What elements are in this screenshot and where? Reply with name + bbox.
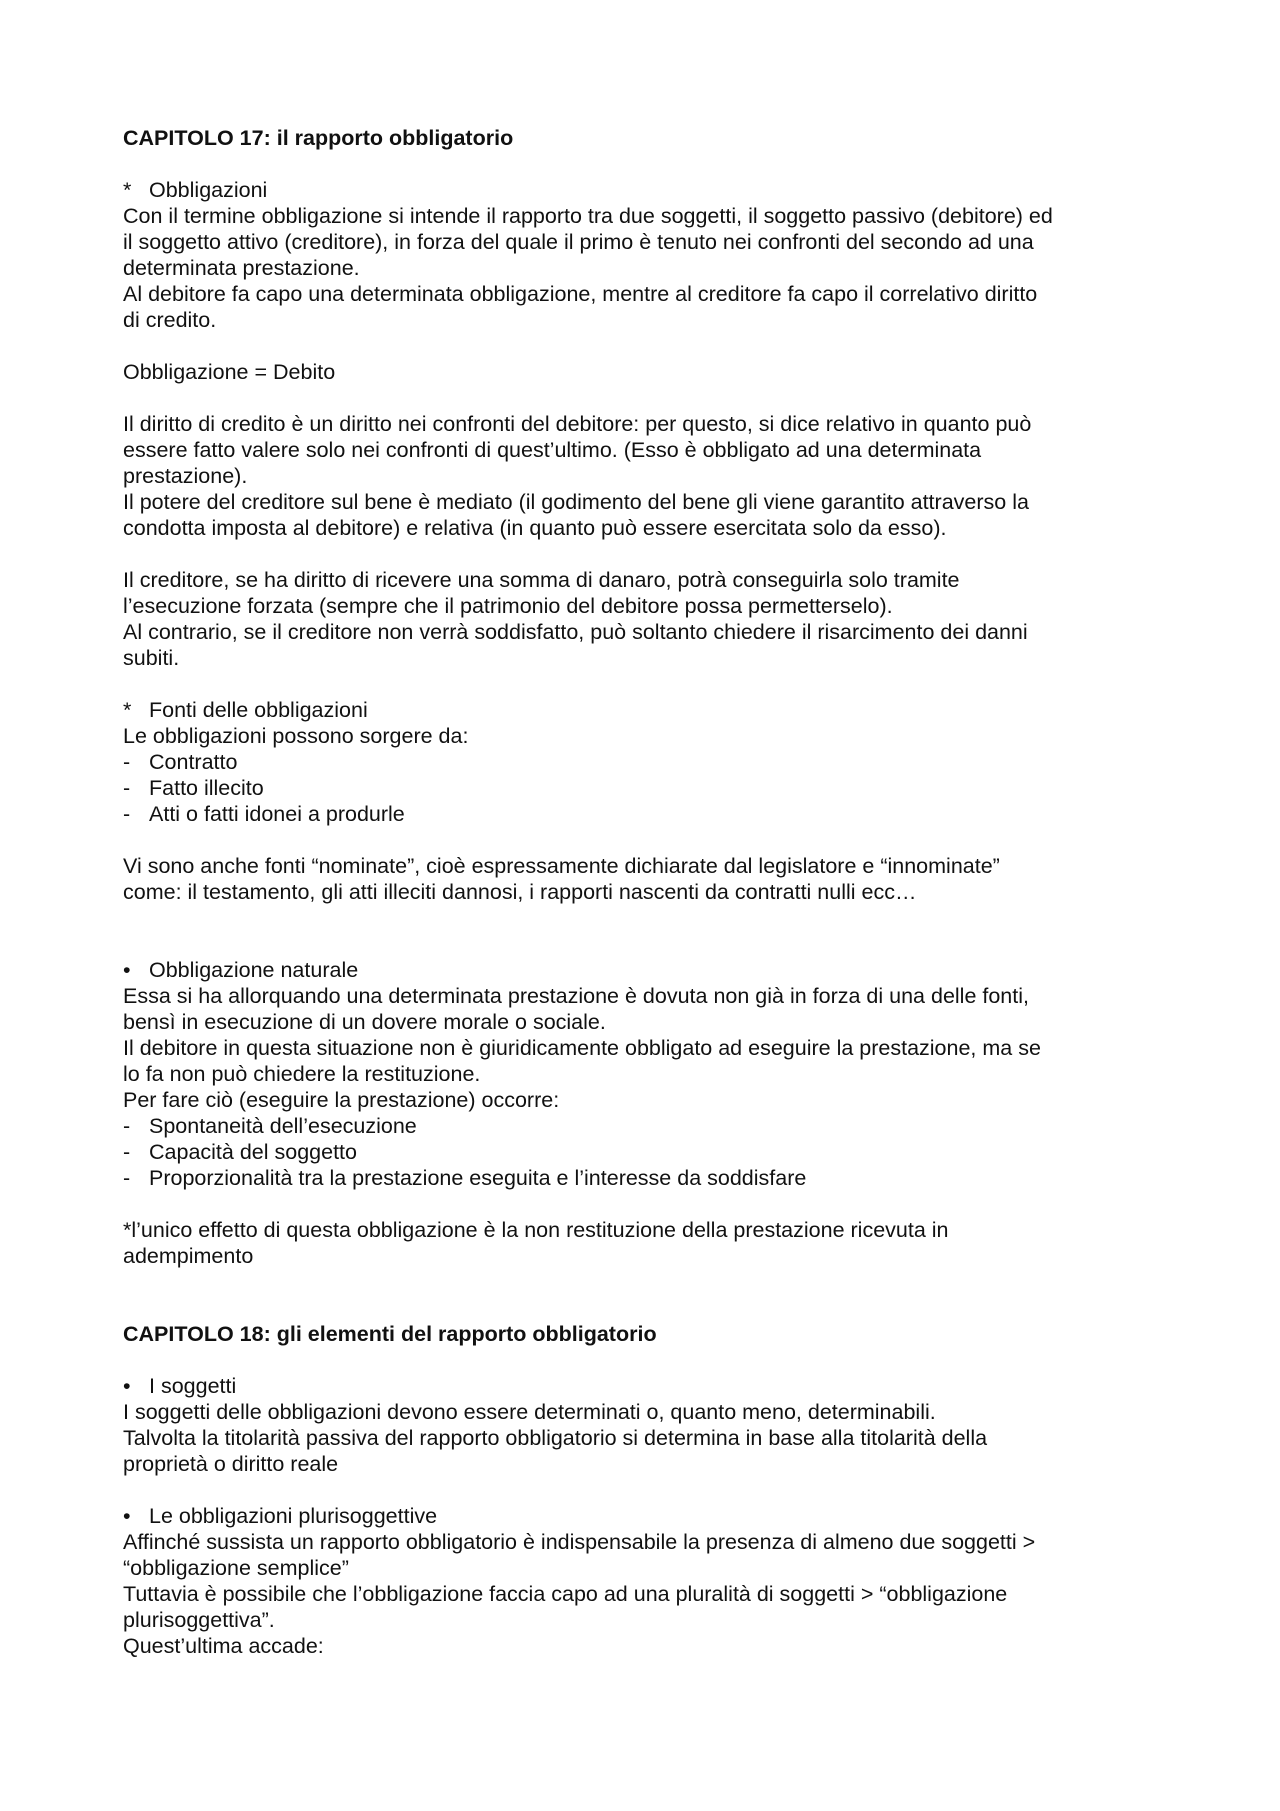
paragraph-line: l’esecuzione forzata (sempre che il patrimonio del debitore possa permetterselo). [123, 594, 893, 618]
paragraph-line: essere fatto valere solo nei confronti di quest’ultimo. (Esso è obbligato ad una determinata [123, 438, 982, 462]
list-item: - Spontaneità dell’esecuzione [123, 1114, 417, 1138]
document-page [123, 125, 1183, 1659]
paragraph-line: Per fare ciò (eseguire la prestazione) occorre: [123, 1088, 560, 1112]
paragraph-line: come: il testamento, gli atti illeciti dannosi, i rapporti nascenti da contratti nulli ecc… [123, 880, 917, 904]
paragraph-line: plurisoggettiva”. [123, 1608, 275, 1632]
chapter-17-heading: CAPITOLO 17: il rapporto obbligatorio [123, 126, 514, 150]
paragraph-line: “obbligazione semplice” [123, 1556, 349, 1580]
footnote-line: adempimento [123, 1244, 254, 1268]
paragraph-line: Talvolta la titolarità passiva del rapporto obbligatorio si determina in base alla titolarità della [123, 1426, 988, 1450]
list-item: - Contratto [123, 750, 238, 774]
paragraph-line: proprietà o diritto reale [123, 1452, 339, 1476]
paragraph-line: Il creditore, se ha diritto di ricevere una somma di danaro, potrà conseguirla solo tramite [123, 568, 960, 592]
paragraph-line: determinata prestazione. [123, 256, 360, 280]
footnote-line: *l’unico effetto di questa obbligazione è la non restituzione della prestazione ricevuta in [123, 1218, 949, 1242]
section-obbligazioni-title: * Obbligazioni [123, 178, 268, 202]
paragraph-line: Vi sono anche fonti “nominate”, cioè espressamente dichiarate dal legislatore e “innominate” [123, 854, 1000, 878]
paragraph-line: lo fa non può chiedere la restituzione. [123, 1062, 481, 1086]
equation-line: Obbligazione = Debito [123, 360, 336, 384]
section-soggetti-title: • I soggetti [123, 1374, 237, 1398]
paragraph-line: Al debitore fa capo una determinata obbligazione, mentre al creditore fa capo il correlativo diritto [123, 282, 1038, 306]
paragraph-line: bensì in esecuzione di un dovere morale o sociale. [123, 1010, 606, 1034]
paragraph-line: prestazione). [123, 464, 248, 488]
paragraph-line: Essa si ha allorquando una determinata prestazione è dovuta non già in forza di una delle fonti, [123, 984, 1029, 1008]
paragraph-line: Al contrario, se il creditore non verrà soddisfatto, può soltanto chiedere il risarcimento dei danni [123, 620, 1028, 644]
paragraph-line: Il diritto di credito è un diritto nei confronti del debitore: per questo, si dice relativo in quanto può [123, 412, 1032, 436]
paragraph-line: il soggetto attivo (creditore), in forza del quale il primo è tenuto nei confronti del secondo ad una [123, 230, 1034, 254]
list-item: - Capacità del soggetto [123, 1140, 357, 1164]
paragraph-line: Il potere del creditore sul bene è mediato (il godimento del bene gli viene garantito attraverso la [123, 490, 1029, 514]
paragraph-line: di credito. [123, 308, 217, 332]
list-item: - Proporzionalità tra la prestazione eseguita e l’interesse da soddisfare [123, 1166, 807, 1190]
paragraph-line: Con il termine obbligazione si intende il rapporto tra due soggetti, il soggetto passivo (debitore) ed [123, 204, 1053, 228]
paragraph-line: Il debitore in questa situazione non è giuridicamente obbligato ad eseguire la prestazione, ma se [123, 1036, 1041, 1060]
paragraph-line: Quest’ultima accade: [123, 1634, 324, 1658]
paragraph-line: Affinché sussista un rapporto obbligatorio è indispensabile la presenza di almeno due soggetti > [123, 1530, 1036, 1554]
paragraph-line: condotta imposta al debitore) e relativa (in quanto può essere esercitata solo da esso). [123, 516, 947, 540]
section-fonti-title: * Fonti delle obbligazioni [123, 698, 368, 722]
paragraph-line: subiti. [123, 646, 180, 670]
chapter-18-heading: CAPITOLO 18: gli elementi del rapporto obbligatorio [123, 1322, 657, 1346]
paragraph-line: I soggetti delle obbligazioni devono essere determinati o, quanto meno, determinabili. [123, 1400, 936, 1424]
list-item: - Atti o fatti idonei a produrle [123, 802, 405, 826]
list-item: - Fatto illecito [123, 776, 264, 800]
section-naturale-title: • Obbligazione naturale [123, 958, 359, 982]
paragraph-line: Tuttavia è possibile che l’obbligazione faccia capo ad una pluralità di soggetti > “obbligazione [123, 1582, 1008, 1606]
paragraph-line: Le obbligazioni possono sorgere da: [123, 724, 469, 748]
section-plurisoggettive-title: • Le obbligazioni plurisoggettive [123, 1504, 438, 1528]
